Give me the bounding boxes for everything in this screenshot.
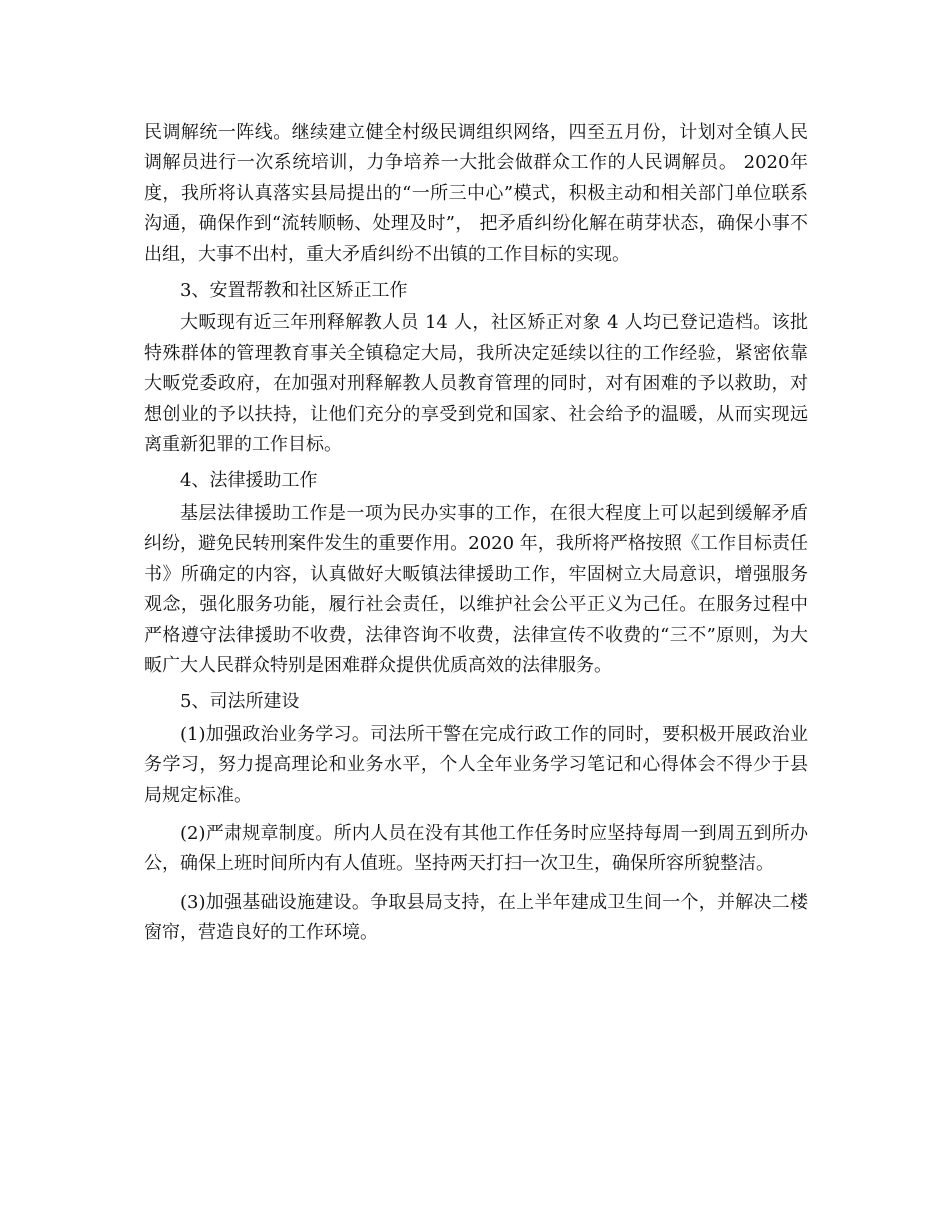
section-heading-resettlement: 3、安置帮教和社区矫正工作 [180, 280, 408, 302]
document-body [144, 118, 808, 949]
paragraph-rules: (2)严肃规章制度。所内人员在没有其他工作任务时应坚持每周一到周五到所办公，确保上班时间所内有人值班。坚持两天打扫一次卫生，确保所容所貌整洁。 [144, 822, 808, 875]
paragraph-resettlement: 大畈现有近三年刑释解教人员 14 人，社区矫正对象 4 人均已登记造档。该批特殊群体的管理教育事关全镇稳定大局，我所决定延续以往的工作经验，紧密依靠大畈党委政府，在加强对刑释解教人员教育管理的同时，对有困难的予以救助，对想创业的予以扶持，让他们充分的享受到党和国家、社会给予的温暖，从而实现远离重新犯罪的工作目标。 [144, 312, 808, 456]
section-heading-office-building: 5、司法所建设 [180, 691, 300, 713]
paragraph-legal-aid: 基层法律援助工作是一项为民办实事的工作，在很大程度上可以起到缓解矛盾纠纷，避免民转刑案件发生的重要作用。2020 年，我所将严格按照《工作目标责任书》所确定的内容，认真做好大畈镇法律援助工作，牢固树立大局意识，增强服务观念，强化服务功能，履行社会责任，以维护社会公平正义为己任。在服务过程中严格遵守法律援助不收费，法律咨询不收费，法律宣传不收费的“三不”原则，为大畈广大人民群众特别是困难群众提供优质高效的法律服务。 [144, 502, 808, 676]
section-heading-legal-aid: 4、法律援助工作 [180, 470, 318, 492]
paragraph-study: (1)加强政治业务学习。司法所干警在完成行政工作的同时，要积极开展政治业务学习，努力提高理论和业务水平，个人全年业务学习笔记和心得体会不得少于县局规定标准。 [144, 723, 808, 806]
paragraph-mediation: 民调解统一阵线。继续建立健全村级民调组织网络，四至五月份，计划对全镇人民调解员进行一次系统培训，力争培养一大批会做群众工作的人民调解员。 2020年度，我所将认真落实县局提出的“一所三中心”模式，积极主动和相关部门单位联系沟通，确保作到“流转顺畅、处理及时”， 把矛盾纠纷化解在萌芽状态，确保小事不出组，大事不出村，重大矛盾纠纷不出镇的工作目标的实现。 [144, 122, 808, 265]
paragraph-facilities: (3)加强基础设施建设。争取县局支持，在上半年建成卫生间一个，并解决二楼窗帘，营造良好的工作环境。 [144, 891, 808, 944]
